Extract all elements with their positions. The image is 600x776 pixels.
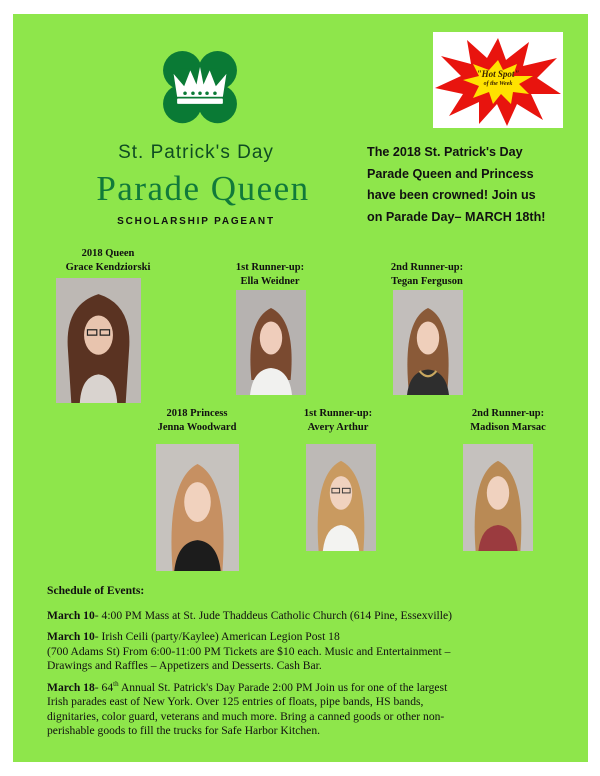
court-role: 2nd Runner-up: <box>390 262 464 273</box>
announcement-line: on Parade Day– MARCH 18th! <box>367 209 546 224</box>
event-date: March 10 <box>47 608 95 622</box>
court-name: Jenna Woodward <box>157 422 237 433</box>
title-line-3: SCHOLARSHIP PAGEANT <box>117 216 275 227</box>
court-role: 2nd Runner-up: <box>471 408 545 419</box>
starburst-icon <box>433 32 563 128</box>
event-text: perishable goods to fill the trucks for Safe Harbor Kitchen. <box>47 724 321 737</box>
event-date: March 18 <box>47 680 95 694</box>
schedule <box>47 584 582 746</box>
portrait-photo <box>463 444 533 551</box>
court-name: Grace Kendziorski <box>65 262 151 273</box>
schedule-event <box>47 630 582 674</box>
flyer <box>13 14 588 762</box>
portrait-photo <box>393 290 463 395</box>
court-caption-queen <box>43 247 173 275</box>
court-caption-princess <box>132 407 262 435</box>
event-text: - Irish Ceili (party/Kaylee) American Legion Post 18 <box>94 630 340 643</box>
court-name: Avery Arthur <box>307 422 369 433</box>
event-text: - 64 <box>94 680 114 694</box>
court-role: 2018 Princess <box>166 408 228 419</box>
portrait-photo <box>56 278 141 403</box>
court-name: Madison Marsac <box>470 422 546 433</box>
portrait-photo <box>156 444 239 571</box>
schedule-title: Schedule of Events: <box>47 584 145 597</box>
event-text: dignitaries, color guard, veterans and much more. Bring a canned goods or other non- <box>47 709 445 723</box>
court-caption-queen-runner-up-1 <box>205 261 335 289</box>
court-name: Ella Weidner <box>240 276 300 287</box>
portrait-photo <box>306 444 376 551</box>
schedule-event <box>47 681 582 739</box>
court-role: 1st Runner-up: <box>235 262 305 273</box>
hot-spot-label: "Hot Spot" <box>476 69 520 79</box>
announcement-line: have been crowned! Join us <box>367 188 536 202</box>
shamrock-crown-icon <box>156 44 244 132</box>
court-name: Tegan Ferguson <box>391 276 463 287</box>
announcement <box>367 142 587 228</box>
court-caption-princess-runner-up-2 <box>443 407 573 435</box>
court-role: 2018 Queen <box>81 248 135 259</box>
event-text: - 4:00 PM Mass at St. Jude Thaddeus Catholic Church (614 Pine, Essexville) <box>94 608 452 622</box>
event-text: th <box>113 679 119 688</box>
event-text: Annual St. Patrick's Day Parade 2:00 PM Join us for one of the largest <box>118 680 448 694</box>
announcement-line: Parade Queen and Princess <box>367 166 534 181</box>
hot-spot-sublabel: of the Week <box>483 81 513 87</box>
event-text: (700 Adams St) From 6:00-11:00 PM Tickets are $10 each. Music and Entertainment – <box>47 644 451 658</box>
event-text: Irish parades east of New York. Over 125 entries of floats, pipe bands, HS bands, <box>47 695 424 708</box>
court-caption-princess-runner-up-1 <box>273 407 403 435</box>
title-line-1: St. Patrick's Day <box>118 142 274 163</box>
event-date: March 10 <box>47 630 95 643</box>
schedule-event <box>47 609 582 624</box>
hot-spot-badge <box>433 32 563 128</box>
court-caption-queen-runner-up-2 <box>362 261 492 289</box>
event-text: Drawings and Raffles – Appetizers and Desserts. Cash Bar. <box>47 659 322 672</box>
court-role: 1st Runner-up: <box>303 408 373 419</box>
announcement-line: The 2018 St. Patrick's Day <box>367 145 523 159</box>
portrait-photo <box>236 290 306 395</box>
title-line-2: Parade Queen <box>96 169 310 208</box>
